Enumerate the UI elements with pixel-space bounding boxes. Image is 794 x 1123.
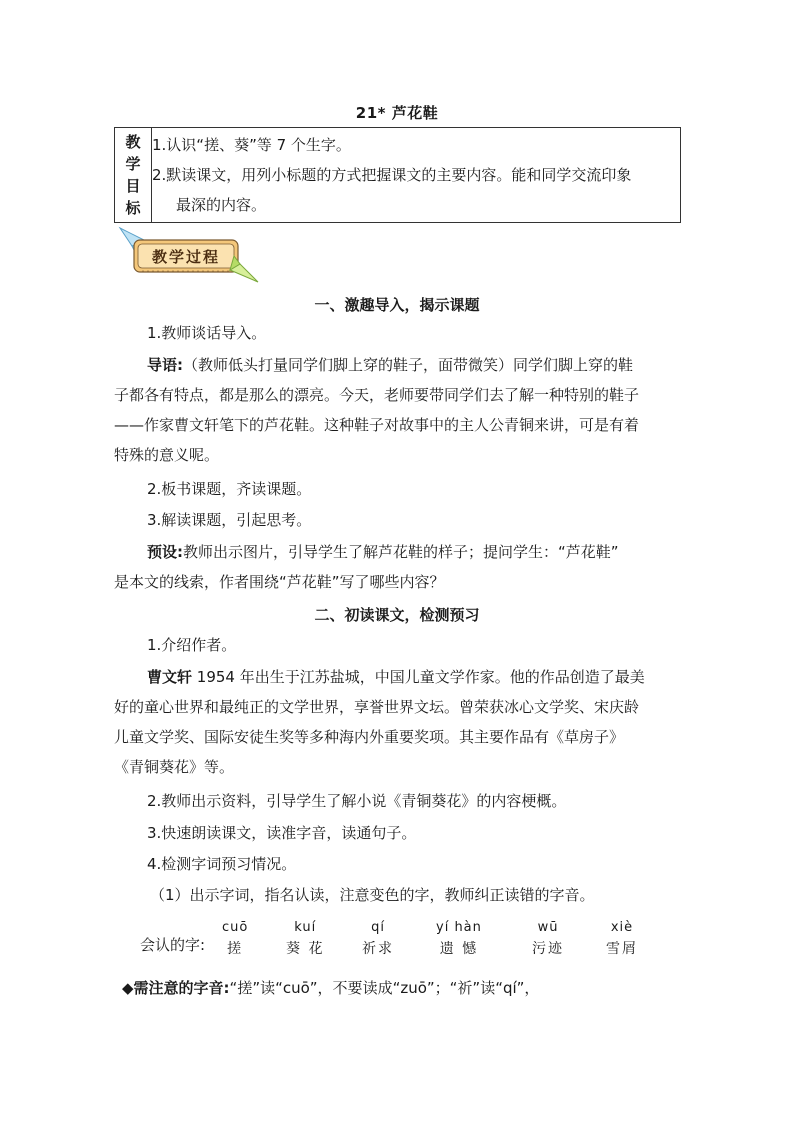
- pinyin-word: [286, 920, 324, 958]
- note-label: ◆需注意的字音:: [122, 979, 230, 997]
- lead-label: 导语:: [147, 356, 183, 374]
- pinyin-text: wū: [537, 920, 559, 935]
- author-text: 好的童心世界和最纯正的文学世界，享誉世界文坛。曾荣获冰心文学奖、宋庆龄: [114, 698, 640, 716]
- lead-text: 特殊的意义呢。: [114, 446, 220, 464]
- paper-plane-icon: [230, 256, 258, 282]
- goals-header-cell: [115, 128, 152, 223]
- paragraph: 1.教师谈话导入。: [147, 324, 267, 342]
- paragraph: 1.介绍作者。: [147, 636, 237, 654]
- author-text: 《青铜葵花》等。: [114, 758, 235, 776]
- pinyin-word: [222, 920, 248, 958]
- hanzi-text: 遗 憾: [439, 941, 479, 957]
- hanzi-text: 雪屑: [606, 941, 638, 957]
- preset-label: 预设:: [147, 543, 183, 561]
- preset-paragraph: [114, 537, 684, 597]
- pinyin-word: [532, 920, 564, 958]
- author-text: 儿童文学奖、国际安徒生奖等多种海内外重要奖项。其主要作品有《草房子》: [114, 728, 625, 746]
- hanzi-text: 祈求: [362, 941, 394, 957]
- pinyin-text: qí: [371, 920, 385, 935]
- hanzi-text: 葵 花: [286, 941, 325, 957]
- pinyin-text: xiè: [610, 920, 634, 935]
- preset-text: 教师出示图片，引导学生了解芦花鞋的样子；提问学生：“芦花鞋”: [183, 543, 619, 561]
- pinyin-word: [606, 920, 638, 958]
- goals-header-char: 教: [125, 133, 141, 151]
- pinyin-text: kuí: [294, 920, 317, 935]
- goals-body-cell: [152, 128, 681, 223]
- paragraph: （1）出示字词，指名认读，注意变色的字，教师纠正读错的字音。: [150, 886, 595, 904]
- section-heading: 一、激趣导入，揭示课题: [314, 296, 480, 314]
- goal-item: 2.默读课文，用列小标题的方式把握课文的主要内容。能和同学交流印象: [152, 166, 632, 184]
- section-heading: 二、初读课文，检测预习: [314, 606, 480, 624]
- paragraph: 2.教师出示资料，引导学生了解小说《青铜葵花》的内容梗概。: [147, 792, 567, 810]
- lesson-title: 21* 芦花鞋: [355, 104, 439, 122]
- goals-header-char: 学: [125, 155, 141, 173]
- author-text: 1954 年出生于江苏盐城，中国儿童文学作家。他的作品创造了最美: [192, 668, 645, 686]
- author-name: 曹文轩: [147, 668, 193, 686]
- goal-item: 1.认识“搓、葵”等 7 个生字。: [152, 136, 351, 154]
- goal-item-continued: 最深的内容。: [176, 196, 267, 214]
- pinyin-text: yí hàn: [436, 920, 482, 935]
- teaching-process-banner: [118, 226, 260, 286]
- paragraph: 3.快速朗读课文，读准字音，读通句子。: [147, 824, 417, 842]
- lead-text: ——作家曹文轩笔下的芦花鞋。这种鞋子对故事中的主人公青铜来讲，可是有着: [114, 416, 640, 434]
- paragraph: 4.检测字词预习情况。: [147, 855, 297, 873]
- hanzi-text: 搓: [227, 941, 244, 957]
- pinyin-label: 会认的字:: [140, 936, 206, 954]
- pinyin-word: [436, 920, 482, 958]
- pronunciation-note: [122, 977, 687, 998]
- hanzi-text: 污迹: [532, 941, 564, 957]
- note-text: “搓”读“cuō”，不要读成“zuō”；“祈”读“qí”，: [229, 979, 540, 997]
- pinyin-row: [140, 920, 700, 960]
- pinyin-text: cuō: [222, 920, 249, 935]
- goals-header-char: 目: [125, 177, 141, 195]
- banner-label: 教学过程: [151, 248, 221, 266]
- lead-paragraph: [114, 350, 684, 470]
- paragraph: 3.解读课题，引起思考。: [147, 511, 312, 529]
- preset-text: 是本文的线索，作者围绕“芦花鞋”写了哪些内容？: [114, 573, 445, 591]
- paragraph: 2.板书课题，齐读课题。: [147, 480, 312, 498]
- lead-text: 子都各有特点，都是那么的漂亮。今天，老师要带同学们去了解一种特别的鞋子: [114, 386, 640, 404]
- teaching-goals-table: [114, 127, 681, 223]
- pinyin-word: [362, 920, 394, 958]
- lead-text: （教师低头打量同学们脚上穿的鞋子，面带微笑）同学们脚上穿的鞋: [183, 356, 634, 374]
- author-paragraph: [114, 662, 684, 782]
- goals-header-char: 标: [125, 199, 141, 217]
